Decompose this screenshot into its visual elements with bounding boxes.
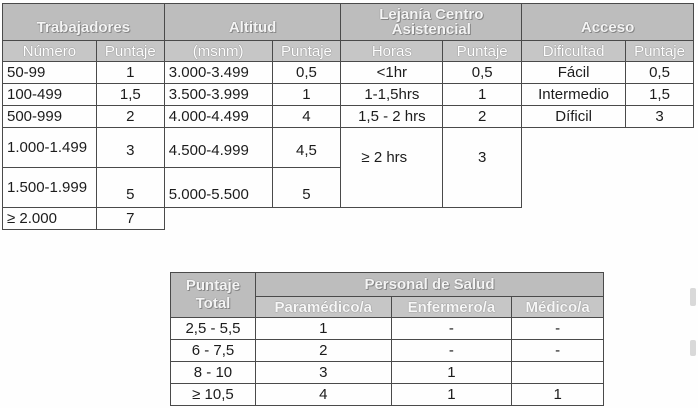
trabajadores-puntaje: 1,5 <box>96 84 164 106</box>
subheader-numero: Número <box>3 41 97 62</box>
acceso-dificultad: Intermedio <box>522 84 626 106</box>
lejania-puntaje: 0,5 <box>443 62 522 84</box>
subheader-dificultad: Dificultad <box>522 41 626 62</box>
lejania-horas: ≥ 2 hrs <box>341 128 443 208</box>
lejania-horas: <1hr <box>341 62 443 84</box>
scan-mark <box>690 340 696 356</box>
acceso-puntaje: 1,5 <box>626 84 694 106</box>
col-paramedico: Paramédico/a <box>255 297 391 318</box>
lejania-horas: 1,5 - 2 hrs <box>341 106 443 128</box>
trabajadores-numero: 500-999 <box>3 106 97 128</box>
paramedico-count: 1 <box>255 318 391 340</box>
trabajadores-puntaje: 3 <box>96 128 164 168</box>
lejania-puntaje: 3 <box>443 128 522 208</box>
trabajadores-numero: ≥ 2.000 <box>3 208 97 230</box>
lejania-puntaje: 1 <box>443 84 522 106</box>
altitud-puntaje: 1 <box>272 84 341 106</box>
subheader-puntaje: Puntaje <box>272 41 341 62</box>
acceso-puntaje: 0,5 <box>626 62 694 84</box>
trabajadores-numero: 1.000-1.499 <box>3 128 97 168</box>
lejania-horas: 1-1,5hrs <box>341 84 443 106</box>
col-medico: Médico/a <box>512 297 604 318</box>
trabajadores-puntaje: 2 <box>96 106 164 128</box>
medico-count: - <box>512 340 604 362</box>
trabajadores-puntaje: 5 <box>96 168 164 208</box>
enfermero-count: - <box>391 340 512 362</box>
subheader-puntaje: Puntaje <box>626 41 694 62</box>
scoring-criteria-table <box>2 3 694 230</box>
trabajadores-puntaje: 7 <box>96 208 164 230</box>
empty-cell <box>164 208 693 230</box>
acceso-dificultad: Díficil <box>522 106 626 128</box>
acceso-puntaje: 3 <box>626 106 694 128</box>
medico-count <box>512 362 604 384</box>
subheader-puntaje: Puntaje <box>443 41 522 62</box>
enfermero-count: 1 <box>391 362 512 384</box>
altitud-msnm: 3.000-3.499 <box>164 62 272 84</box>
group-trabajadores: Trabajadores <box>3 4 165 41</box>
subheader-horas: Horas <box>341 41 443 62</box>
staffing-table <box>170 272 604 406</box>
altitud-puntaje: 4 <box>272 106 341 128</box>
group-altitud: Altitud <box>164 4 341 41</box>
empty-cell <box>522 128 694 168</box>
scan-mark <box>690 288 696 306</box>
empty-cell <box>522 168 694 208</box>
enfermero-count: 1 <box>391 384 512 406</box>
trabajadores-numero: 1.500-1.999 <box>3 168 97 208</box>
altitud-msnm: 4.500-4.999 <box>164 128 272 168</box>
puntaje-total: 8 - 10 <box>171 362 256 384</box>
medico-count: 1 <box>512 384 604 406</box>
altitud-msnm: 4.000-4.499 <box>164 106 272 128</box>
group-personal-de-salud: Personal de Salud <box>255 273 603 297</box>
col-puntaje-total: Puntaje Total <box>171 273 256 318</box>
subheader-msnm: (msnm) <box>164 41 272 62</box>
medico-count: - <box>512 318 604 340</box>
paramedico-count: 4 <box>255 384 391 406</box>
paramedico-count: 2 <box>255 340 391 362</box>
group-acceso: Acceso <box>522 4 694 41</box>
puntaje-total: 6 - 7,5 <box>171 340 256 362</box>
puntaje-total: ≥ 10,5 <box>171 384 256 406</box>
trabajadores-puntaje: 1 <box>96 62 164 84</box>
altitud-msnm: 3.500-3.999 <box>164 84 272 106</box>
trabajadores-numero: 50-99 <box>3 62 97 84</box>
enfermero-count: - <box>391 318 512 340</box>
group-lejania: Lejanía Centro Asistencial <box>341 4 522 41</box>
altitud-msnm: 5.000-5.500 <box>164 168 272 208</box>
altitud-puntaje: 0,5 <box>272 62 341 84</box>
altitud-puntaje: 5 <box>272 168 341 208</box>
col-enfermero: Enfermero/a <box>391 297 512 318</box>
paramedico-count: 3 <box>255 362 391 384</box>
trabajadores-numero: 100-499 <box>3 84 97 106</box>
acceso-dificultad: Fácil <box>522 62 626 84</box>
subheader-puntaje: Puntaje <box>96 41 164 62</box>
altitud-puntaje: 4,5 <box>272 128 341 168</box>
puntaje-total: 2,5 - 5,5 <box>171 318 256 340</box>
lejania-puntaje: 2 <box>443 106 522 128</box>
